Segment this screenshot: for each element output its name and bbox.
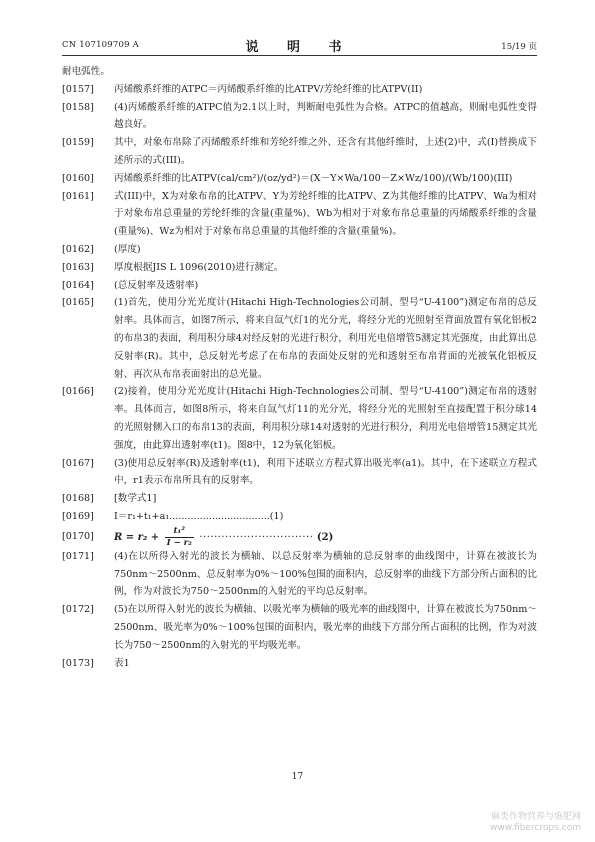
paragraph-0160 (62, 170, 537, 188)
table-caption: 表1 (114, 657, 130, 669)
paragraph-number: [0173] (62, 657, 94, 669)
paragraph-number: [0158] (62, 101, 94, 113)
paragraph-text: (1)首先，使用分光光度计(Hitachi High-Technologies公司制、型号“U-4100”)测定布帛的总反射率。具体而言，如图7所示，将来自氙气灯1的光分光，将经分光的光照射至背面放置有氧化铝板2的布帛3的表面，利用积分球4对经反射的光进行积分，利用光电倍增管5测定其光强度，由此算出总反射率(R)。其中，总反射光考虑了在布帛的表面处反射的光和透射至布帛背面的光被氧化铝板反射、再次从布帛表面射出的总光量。 (114, 297, 537, 380)
paragraph-0162 (62, 241, 537, 259)
paragraph-text: 耐电弧性。 (62, 66, 110, 77)
paragraph-text: 式(III)中，X为对象布帛的比ATPV、Y为芳纶纤维的比ATPV、Z为其他纤维的比ATPV、Wa为相对于对象布帛总重量的芳纶纤维的含量(重量%)、Wb为相对于对象布帛总重量的丙烯酸系纤维的含量(重量%)、Wz为相对于对象布帛总重量的其他纤维的含量(重量%)。 (114, 190, 537, 238)
watermark (490, 812, 581, 834)
paragraph-text: (3)使用总反射率(R)及透射率(t1)，利用下述联立方程式算出吸光率(a1)。其中，在下述联立方程式中，r1表示布帛所具有的反射率。 (114, 457, 537, 487)
paragraph-0165 (62, 294, 537, 383)
paragraph-0166 (62, 383, 537, 454)
paragraph-0159 (62, 134, 537, 170)
equation-1 (62, 508, 537, 526)
paragraph-text: (4)在以所得入射光的波长为横轴、以总反射率为横轴的总反射率的曲线图中，计算在被波长为750nm～2500nm、总反射率为0%～100%包围的面积内，总反射率的曲线下方部分所占面积的比例，作为对波长为750～2500nm的入射光的平均总反射率。 (114, 550, 537, 598)
page-number: 17 (291, 772, 304, 782)
equation-leader-dots: ······························· (199, 531, 314, 543)
paragraph-text: (5)在以所得入射光的波长为横轴、以吸光率为横轴的吸光率的曲线图中，计算在被波长为750nm～2500nm、吸光率为0%～100%包围的面积内，吸光率的曲线下方部分所占面积的比例，作为对波长为750～2500nm的入射光的平均吸光率。 (114, 604, 537, 651)
paragraph-0167 (62, 455, 537, 491)
paragraph-number: [0164] (62, 279, 94, 291)
paragraph-text: (4)丙烯酸系纤维的ATPC值为2.1以上时，判断耐电弧性为合格。ATPC的值越高，则耐电弧性变得越良好。 (114, 101, 537, 131)
document-body (62, 63, 537, 672)
paragraph-number: [0167] (62, 457, 94, 469)
paragraph-0163 (62, 259, 537, 277)
paragraph-number: [0160] (62, 172, 94, 184)
paragraph-text: 丙烯酸系纤维的比ATPV(cal/cm²)/(oz/yd²)＝(X－Y×Wa/100－Z×Wz/100)/(Wb/100)(III) (114, 172, 513, 184)
header-rule (62, 55, 537, 56)
paragraph-number: [0171] (62, 550, 94, 562)
paragraph-text: 厚度根据JIS L 1096(2010)进行测定。 (114, 261, 284, 273)
paragraph-0168 (62, 490, 537, 508)
paragraph-number: [0170] (62, 530, 94, 542)
paragraph-0171 (62, 548, 537, 601)
equation-text: I＝r₁+t₁+a₁.................................(1) (114, 510, 284, 522)
paragraph-number: [0169] (62, 510, 94, 522)
page-header (62, 36, 537, 54)
paragraph-number: [0161] (62, 190, 94, 202)
fraction-denominator: I − r₂ (166, 537, 192, 548)
equation-2 (62, 526, 537, 548)
document-number: CN 107109709 A (62, 40, 139, 50)
paragraph-text: 其中，对象布帛除了丙烯酸系纤维和芳纶纤维之外、还含有其他纤维时，上述(2)中，式(I)替换成下述所示的式(III)。 (114, 137, 537, 166)
paragraph-0172 (62, 601, 537, 654)
equation-fraction (165, 526, 194, 549)
paragraph-text: (厚度) (114, 243, 141, 255)
equation-number: (2) (316, 531, 334, 543)
paragraph-0161 (62, 188, 537, 241)
paragraph-text: 丙烯酸系纤维的ATPC＝丙烯酸系纤维的比ATPV/芳纶纤维的比ATPV(II) (114, 83, 423, 95)
paragraph-number: [0157] (62, 83, 94, 95)
paragraph-number: [0163] (62, 261, 94, 273)
paragraph-number: [0165] (62, 297, 94, 309)
paragraph-0173 (62, 655, 537, 673)
paragraph-text: (2)接着，使用分光光度计(Hitachi High-Technologies公司制、型号“U-4100”)测定布帛的透射率。具体而言，如图8所示，将来自氙气灯11的光分光，将经分光的光照射至直接配置于积分球14的光照射侧入口的布帛13的表面，利用积分球14对透射的光进行积分，利用光电倍增管15测定其光强度，由此算出透射率(t1)。图8中，12为氧化铝板。 (114, 386, 537, 451)
paragraph-0158 (62, 99, 537, 135)
watermark-url: www.fibercrops.com (490, 823, 581, 833)
paragraph-number: [0159] (62, 137, 94, 149)
page-info: 15/19 页 (501, 42, 537, 52)
paragraph-0157 (62, 81, 537, 99)
paragraph-number: [0162] (62, 243, 94, 255)
paragraph-continuation (62, 63, 537, 81)
equation-formula (114, 526, 537, 549)
paragraph-text: (总反射率及透射率) (114, 279, 199, 291)
paragraph-number: [0172] (62, 604, 94, 616)
equation-lhs: R = r₂ + (114, 531, 160, 543)
watermark-name: 麻类作物营养与施肥网 (490, 812, 581, 822)
paragraph-text: [数学式1] (114, 493, 157, 505)
fraction-numerator: t₁² (165, 526, 194, 538)
paragraph-number: [0168] (62, 493, 94, 505)
paragraph-0164 (62, 277, 537, 295)
document-type-title: 说 明 书 (245, 40, 354, 55)
paragraph-number: [0166] (62, 386, 94, 398)
